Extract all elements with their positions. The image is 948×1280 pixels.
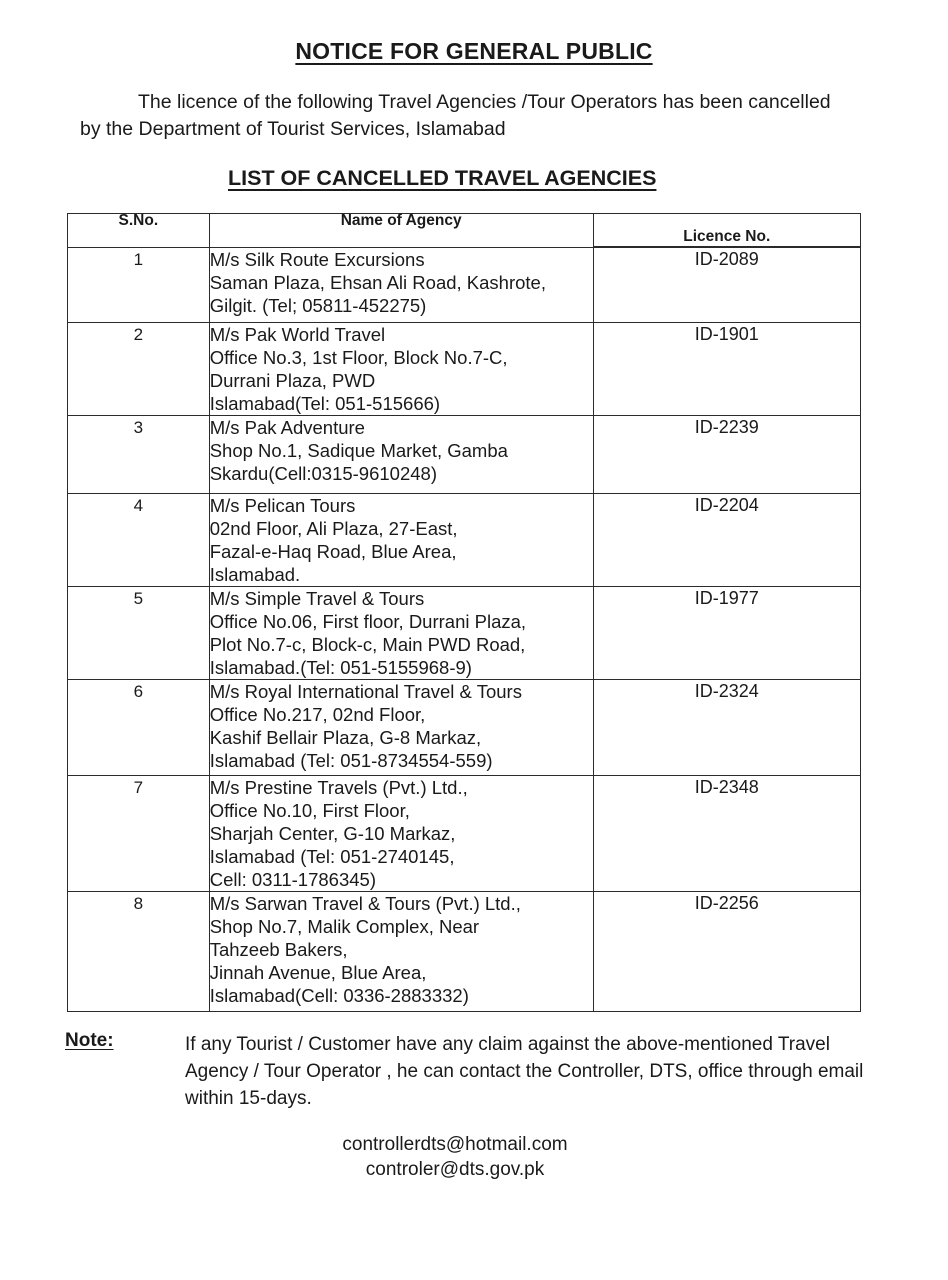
row-sno: 8 (68, 892, 210, 1012)
table-row (68, 892, 861, 1012)
agency-address-line: Fazal-e-Haq Road, Blue Area, (209, 541, 457, 562)
agency-address-line: Office No.10, First Floor, (209, 800, 410, 821)
row-sno: 2 (68, 323, 210, 416)
agency-address-line: Islamabad. (209, 564, 301, 585)
agency-address-line: Office No.3, 1st Floor, Block No.7-C, (209, 347, 508, 368)
row-agency (209, 680, 593, 776)
row-agency (209, 587, 593, 680)
agency-address-line: Durrani Plaza, PWD (209, 370, 376, 391)
agency-address-line: Islamabad.(Tel: 051-5155968-9) (209, 657, 472, 678)
row-licence: ID-2089 (593, 248, 860, 323)
agency-address-line: Saman Plaza, Ehsan Ali Road, Kashrote, (209, 272, 546, 293)
intro-line-2: by the Department of Tourist Services, Islamabad (80, 118, 506, 140)
note-label: Note: (65, 1030, 114, 1051)
agency-address-line: Islamabad(Tel: 051-515666) (209, 393, 441, 414)
table-row (68, 587, 861, 680)
email-hotmail[interactable]: controllerdts@hotmail.com (342, 1134, 568, 1155)
agency-name: M/s Sarwan Travel & Tours (Pvt.) Ltd., (209, 893, 521, 914)
note-text: If any Tourist / Customer have any claim against the above-mentioned Travel Agency / Tour Operator , he can contact the Controller, DTS, office through email within 15-days. (185, 1034, 864, 1109)
row-agency (209, 248, 593, 323)
row-agency (209, 416, 593, 494)
agency-address-line: Cell: 0311-1786345) (209, 869, 376, 890)
cancelled-agencies-table (67, 213, 861, 1012)
agency-name: M/s Silk Route Excursions (209, 249, 425, 270)
row-licence: ID-2204 (593, 494, 860, 587)
agency-address-line: Islamabad(Cell: 0336-2883332) (209, 985, 469, 1006)
agency-address-line: Islamabad (Tel: 051-2740145, (209, 846, 455, 867)
row-licence: ID-2239 (593, 416, 860, 494)
row-licence: ID-2348 (593, 776, 860, 892)
agency-name: M/s Royal International Travel & Tours (209, 681, 522, 702)
header-name: Name of Agency (209, 214, 593, 248)
agency-address-line: Plot No.7-c, Block-c, Main PWD Road, (209, 634, 526, 655)
agency-name: M/s Pelican Tours (209, 495, 356, 516)
agency-address-line: Tahzeeb Bakers, (209, 939, 348, 960)
row-agency (209, 323, 593, 416)
intro-paragraph (80, 89, 880, 143)
agency-address-line: Shop No.1, Sadique Market, Gamba (209, 440, 508, 461)
header-licence-cell (593, 214, 860, 248)
intro-line-1: The licence of the following Travel Agencies /Tour Operators has been cancelled (138, 91, 831, 113)
agency-address-line: Skardu(Cell:0315-9610248) (209, 463, 437, 484)
agency-name: M/s Pak Adventure (209, 417, 365, 438)
list-title: LIST OF CANCELLED TRAVEL AGENCIES (228, 166, 657, 190)
row-licence: ID-2324 (593, 680, 860, 776)
table-row (68, 776, 861, 892)
agency-address-line: Shop No.7, Malik Complex, Near (209, 916, 480, 937)
table-row (68, 248, 861, 323)
row-sno: 7 (68, 776, 210, 892)
row-licence: ID-2256 (593, 892, 860, 1012)
contact-emails (0, 1132, 910, 1182)
row-licence: ID-1977 (593, 587, 860, 680)
agency-name: M/s Prestine Travels (Pvt.) Ltd., (209, 777, 468, 798)
agency-address-line: Kashif Bellair Plaza, G-8 Markaz, (209, 727, 482, 748)
agency-address-line: 02nd Floor, Ali Plaza, 27-East, (209, 518, 458, 539)
row-agency (209, 494, 593, 587)
table-header-row (68, 214, 861, 248)
agency-address-line: Jinnah Avenue, Blue Area, (209, 962, 427, 983)
agency-address-line: Office No.217, 02nd Floor, (209, 704, 426, 725)
row-sno: 6 (68, 680, 210, 776)
header-licence: Licence No. (594, 228, 860, 247)
email-dts-gov[interactable]: controler@dts.gov.pk (365, 1159, 545, 1180)
agency-address-line: Gilgit. (Tel; 05811-452275) (209, 295, 427, 316)
row-sno: 5 (68, 587, 210, 680)
table-row (68, 416, 861, 494)
table-row (68, 323, 861, 416)
table-row (68, 494, 861, 587)
agency-address-line: Sharjah Center, G-10 Markaz, (209, 823, 456, 844)
notice-title: NOTICE FOR GENERAL PUBLIC (295, 38, 653, 64)
agency-address-line: Islamabad (Tel: 051-8734554-559) (209, 750, 493, 771)
row-agency (209, 892, 593, 1012)
agency-name: M/s Simple Travel & Tours (209, 588, 425, 609)
table-body (68, 248, 861, 1012)
row-sno: 1 (68, 248, 210, 323)
agency-address-line: Office No.06, First floor, Durrani Plaza, (209, 611, 527, 632)
row-agency (209, 776, 593, 892)
header-sno: S.No. (68, 214, 210, 248)
table-row (68, 680, 861, 776)
row-sno: 4 (68, 494, 210, 587)
row-sno: 3 (68, 416, 210, 494)
agency-name: M/s Pak World Travel (209, 324, 386, 345)
row-licence: ID-1901 (593, 323, 860, 416)
